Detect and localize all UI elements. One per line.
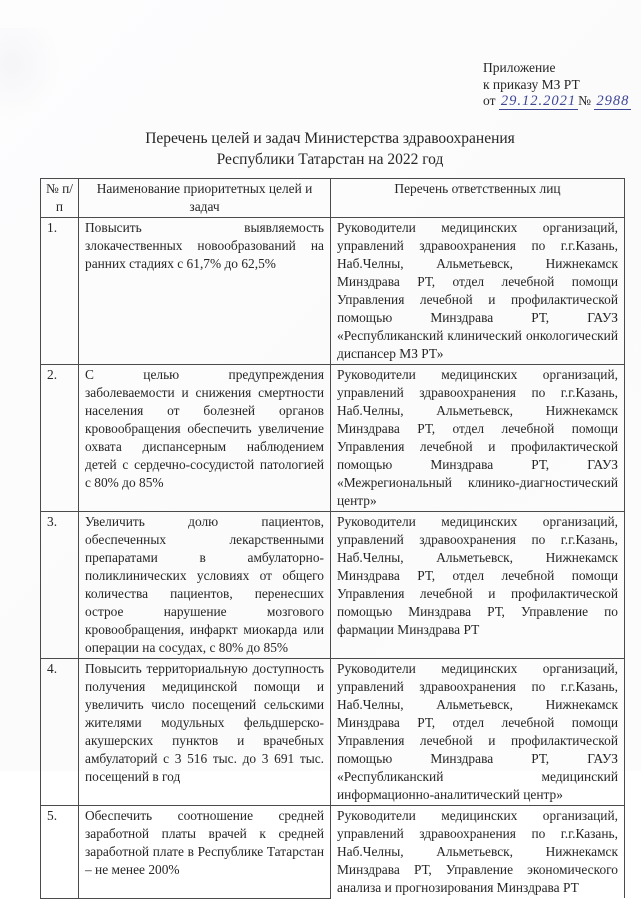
number-sign: № — [578, 93, 591, 108]
handwritten-date: 29.12.2021 — [500, 93, 577, 109]
scan-artifact — [0, 28, 60, 118]
goal-cell: Повысить выявляемость злокачественных новообразований на ранних стадиях с 61,7% до 62,5% — [79, 218, 331, 365]
goal-cell: С целью предупреждения заболеваемости и снижения смертности населения от болезней органов кровообращения обеспечить увеличение охвата диспансерным наблюдением детей с сердечно-сосудистой патологией с 80% до 85% — [79, 365, 331, 512]
table-row — [41, 659, 625, 806]
document-title — [0, 128, 641, 170]
handwritten-order-number: 2988 — [596, 93, 630, 109]
appendix-line-1: Приложение — [483, 60, 556, 75]
table-header-row — [41, 179, 625, 218]
row-number-cell: 4. — [41, 659, 79, 806]
row-number-cell: 2. — [41, 365, 79, 512]
from-label: от — [483, 93, 496, 108]
appendix-order-line — [483, 93, 631, 110]
goal-cell: Увеличить долю пациентов, обеспеченных лекарственными препаратами в амбулаторно-поликлинических условиях от общего количества пациентов, перенесших острое нарушение мозгового кровообращения, инфаркт миокарда или операции на сосудах, с 80% до 85% — [79, 512, 331, 659]
responsible-cell: Руководители медицинских организаций, управлений здравоохранения по г.г.Казань, Наб.Челны, Альметьевск, Нижнекамск Минздрава РТ, Управление экономического анализа и прогнозирования Минздрава РТ — [331, 806, 625, 899]
goal-cell: Повысить территориальную доступность получения медицинской помощи и увеличить число посещений сельскими жителями модульных фельдшерско-акушерских пунктов и врачебных амбулаторий с 3 516 тыс. до 3 691 тыс. посещений в год — [79, 659, 331, 806]
table-row — [41, 365, 625, 512]
row-number-cell: 1. — [41, 218, 79, 365]
table-row — [41, 806, 625, 899]
table-row — [41, 218, 625, 365]
goals-table-body — [41, 218, 625, 899]
col-header-responsible: Перечень ответственных лиц — [331, 179, 625, 218]
responsible-cell: Руководители медицинских организаций, управлений здравоохранения по г.г.Казань, Наб.Челны, Альметьевск, Нижнекамск Минздрава РТ, отдел лечебной помощи Управления лечебной и профилактической помощью Минздрава РТ, ГАУЗ «Межрегиональный клинико-диагностический центр» — [331, 365, 625, 512]
responsible-cell: Руководители медицинских организаций, управлений здравоохранения по г.г.Казань, Наб.Челны, Альметьевск, Нижнекамск Минздрава РТ, отдел лечебной помощи Управления лечебной и профилактической помощью Минздрава РТ, Управление по фармации Минздрава РТ — [331, 512, 625, 659]
col-header-num: № п/п — [41, 179, 79, 218]
appendix-block — [483, 60, 631, 110]
table-row — [41, 512, 625, 659]
goal-cell: Обеспечить соотношение средней заработной платы врачей к средней заработной плате в Республике Татарстан – не менее 200% — [79, 806, 331, 899]
title-line-1: Перечень целей и задач Министерства здравоохранения — [145, 130, 515, 147]
row-number-cell: 5. — [41, 806, 79, 899]
title-line-2: Республики Татарстан на 2022 год — [216, 151, 444, 168]
col-header-goals: Наименование приоритетных целей и задач — [79, 179, 331, 218]
responsible-cell: Руководители медицинских организаций, управлений здравоохранения по г.г.Казань, Наб.Челны, Альметьевск, Нижнекамск Минздрава РТ, отдел лечебной помощи Управления лечебной и профилактической помощью Минздрава РТ, ГАУЗ «Республиканский медицинский информационно-аналитический центр» — [331, 659, 625, 806]
appendix-line-2: к приказу МЗ РТ — [483, 76, 580, 92]
responsible-cell: Руководители медицинских организаций, управлений здравоохранения по г.г.Казань, Наб.Челны, Альметьевск, Нижнекамск Минздрава РТ, отдел лечебной помощи Управления лечебной и профилактической помощью Минздрава РТ, ГАУЗ «Республиканский клинический онкологический диспансер МЗ РТ» — [331, 218, 625, 365]
row-number-cell: 3. — [41, 512, 79, 659]
goals-table — [40, 178, 625, 899]
